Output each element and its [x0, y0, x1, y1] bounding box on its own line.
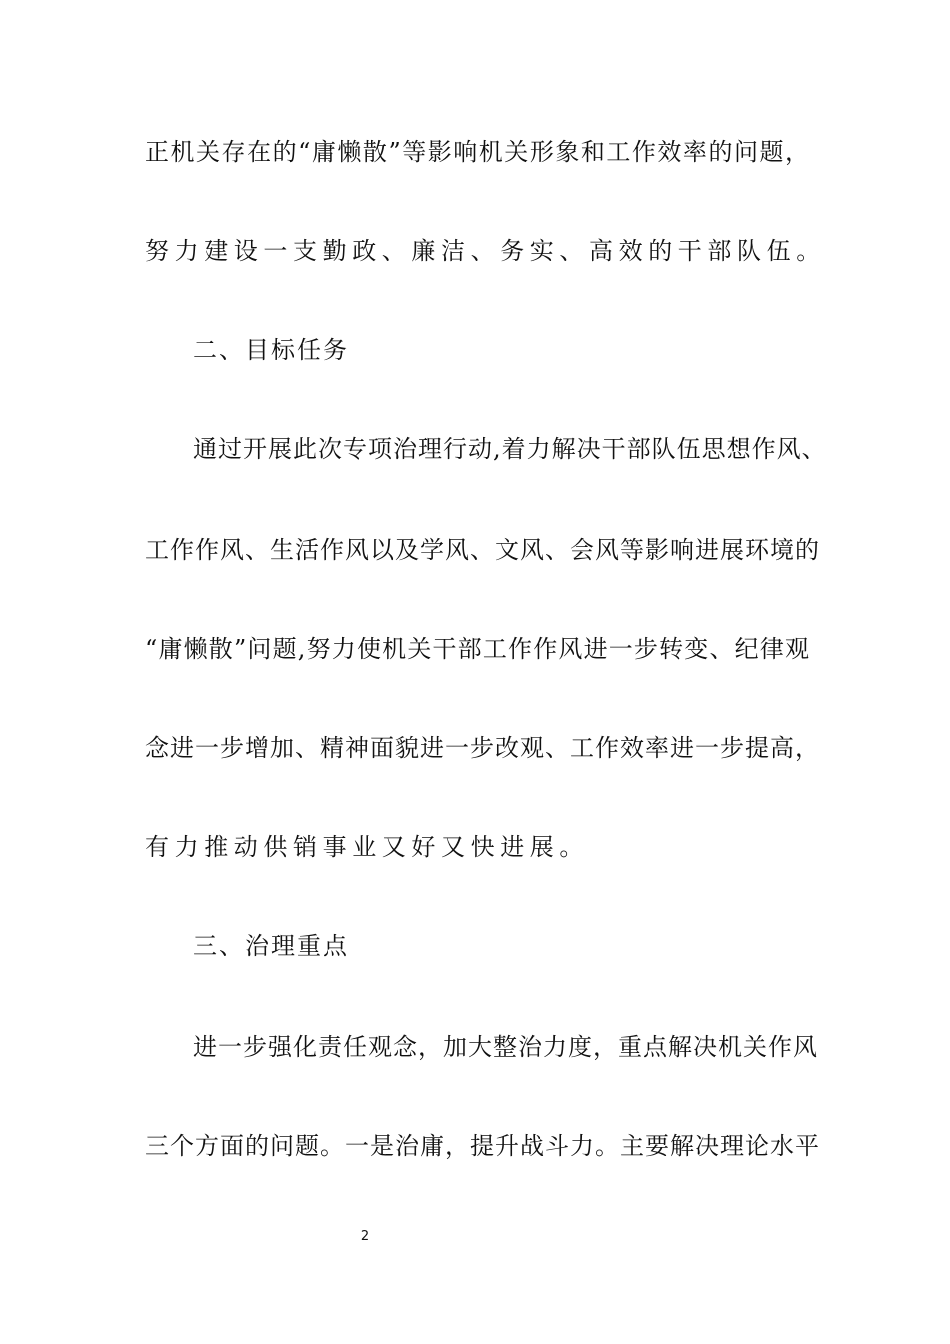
section-heading-goals: 二、目标任务 — [193, 336, 349, 364]
paragraph-line: 努力建设一支勤政、廉洁、务实、高效的干部队伍。 — [145, 237, 826, 265]
paragraph-line: 工作作风、生活作风以及学风、文风、会风等影响进展环境的 — [145, 536, 820, 564]
paragraph-line: 正机关存在的“庸懒散”等影响机关形象和工作效率的问题， — [145, 138, 810, 166]
paragraph-line: 进一步强化责任观念，加大整治力度，重点解决机关作风 — [193, 1033, 818, 1061]
paragraph-line: 有力推动供销事业又好又快进展。 — [145, 833, 589, 861]
paragraph-line: 三个方面的问题。一是治庸，提升战斗力。主要解决理论水平 — [145, 1132, 820, 1160]
page-number: 2 — [360, 1229, 370, 1244]
section-heading-focus: 三、治理重点 — [193, 932, 349, 960]
paragraph-line: 念进一步增加、精神面貌进一步改观、工作效率进一步提高， — [145, 734, 820, 762]
paragraph-line: “庸懒散”问题,努力使机关干部工作作风进一步转变、纪律观 — [145, 635, 810, 663]
paragraph-line: 通过开展此次专项治理行动,着力解决干部队伍思想作风、 — [193, 435, 827, 463]
